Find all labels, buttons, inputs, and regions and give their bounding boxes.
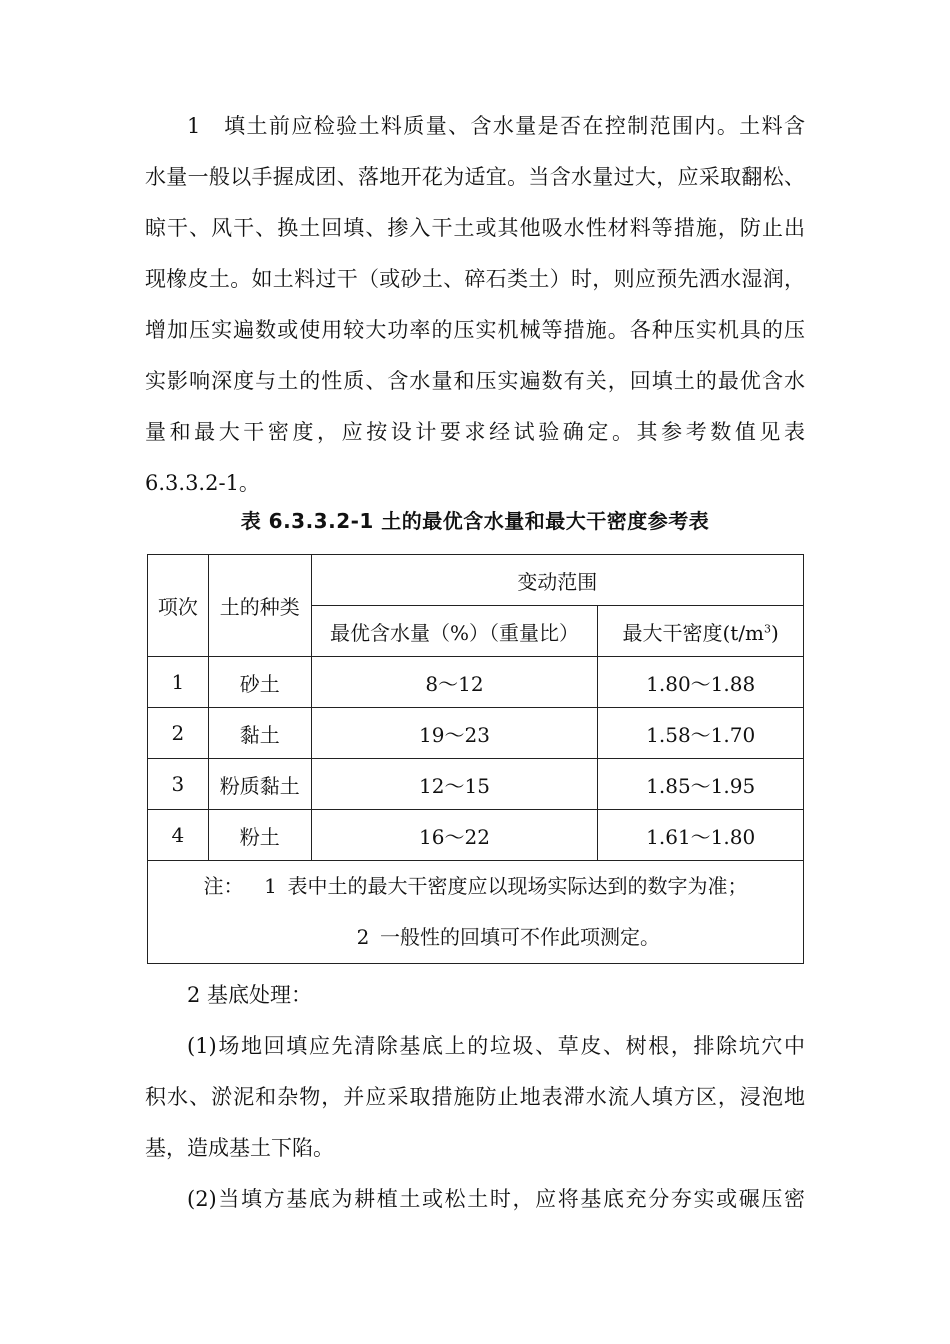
cell-moisture: 16～22 [311,810,598,861]
table-row [148,810,804,861]
paragraph-line: 实影响深度与土的性质、含水量和压实遍数有关，回填土的最优含水 [145,369,805,393]
header-density-unit-exponent: 3 [764,621,772,635]
note-number: 2 [356,925,370,949]
header-moisture: 最优含水量（%）（重量比） [311,606,598,657]
cell-index: 2 [148,708,209,759]
header-density [598,606,804,657]
paragraph-line: (2)当填方基底为耕植土或松土时，应将基底充分夯实或碾压密 [187,1187,805,1211]
reference-table [147,554,804,964]
paragraph-line: 6.3.3.2-1。 [145,471,260,495]
note-line [148,912,803,963]
cell-soil: 粉土 [208,810,311,861]
section-2-heading [145,970,805,1021]
header-density-text: 最大干密度(t/m [622,620,765,645]
item-1-paragraph [145,1021,805,1174]
cell-moisture: 19～23 [311,708,598,759]
item-2-paragraph [145,1174,805,1225]
paragraph-line: 积水、淤泥和杂物，并应采取措施防止地表滞水流人填方区，浸泡地 [145,1085,805,1109]
header-index: 项次 [148,555,209,657]
cell-soil: 砂土 [208,657,311,708]
cell-index: 1 [148,657,209,708]
paragraph-line: (1)场地回填应先清除基底上的垃圾、草皮、树根，排除坑穴中 [187,1034,805,1058]
header-range: 变动范围 [311,555,803,606]
note-number: 1 [264,874,277,898]
note-label: 注： [203,874,234,898]
paragraph-line: 1 填土前应检验土料质量、含水量是否在控制范围内。土料含 [187,114,805,138]
cell-moisture: 12～15 [311,759,598,810]
table-caption: 表 6.3.3.2-1 土的最优含水量和最大干密度参考表 [240,509,710,533]
cell-soil: 粉质黏土 [208,759,311,810]
note-text: 表中土的最大干密度应以现场实际达到的数字为准； [287,874,748,898]
table-row [148,708,804,759]
table-row [148,657,804,708]
paragraph-line: 量和最大干密度，应按设计要求经试验确定。其参考数值见表 [145,420,805,444]
cell-density: 1.58～1.70 [598,708,804,759]
table-note [148,861,804,964]
paragraph-line: 增加压实遍数或使用较大功率的压实机械等措施。各种压实机具的压 [145,318,805,342]
heading-line: 2 基底处理： [187,983,313,1007]
note-line [148,861,803,912]
paragraph-line: 现橡皮土。如土料过干（或砂土、碎石类土）时，则应预先洒水湿润， [145,267,805,291]
paragraph-line: 基，造成基土下陷。 [145,1136,334,1160]
section-1-paragraph [145,101,805,509]
cell-index: 3 [148,759,209,810]
header-density-close: ) [771,620,779,645]
header-soil-type: 土的种类 [208,555,311,657]
table-row [148,759,804,810]
cell-soil: 黏土 [208,708,311,759]
cell-density: 1.85～1.95 [598,759,804,810]
cell-moisture: 8～12 [311,657,598,708]
paragraph-line: 晾干、风干、换土回填、掺入干土或其他吸水性材料等措施，防止出 [145,216,805,240]
paragraph-line: 水量一般以手握成团、落地开花为适宜。当含水量过大，应采取翻松、 [145,165,805,189]
cell-density: 1.80～1.88 [598,657,804,708]
note-text: 一般性的回填可不作此项测定。 [380,925,660,949]
cell-index: 4 [148,810,209,861]
table-note-row [148,861,804,964]
cell-density: 1.61～1.80 [598,810,804,861]
